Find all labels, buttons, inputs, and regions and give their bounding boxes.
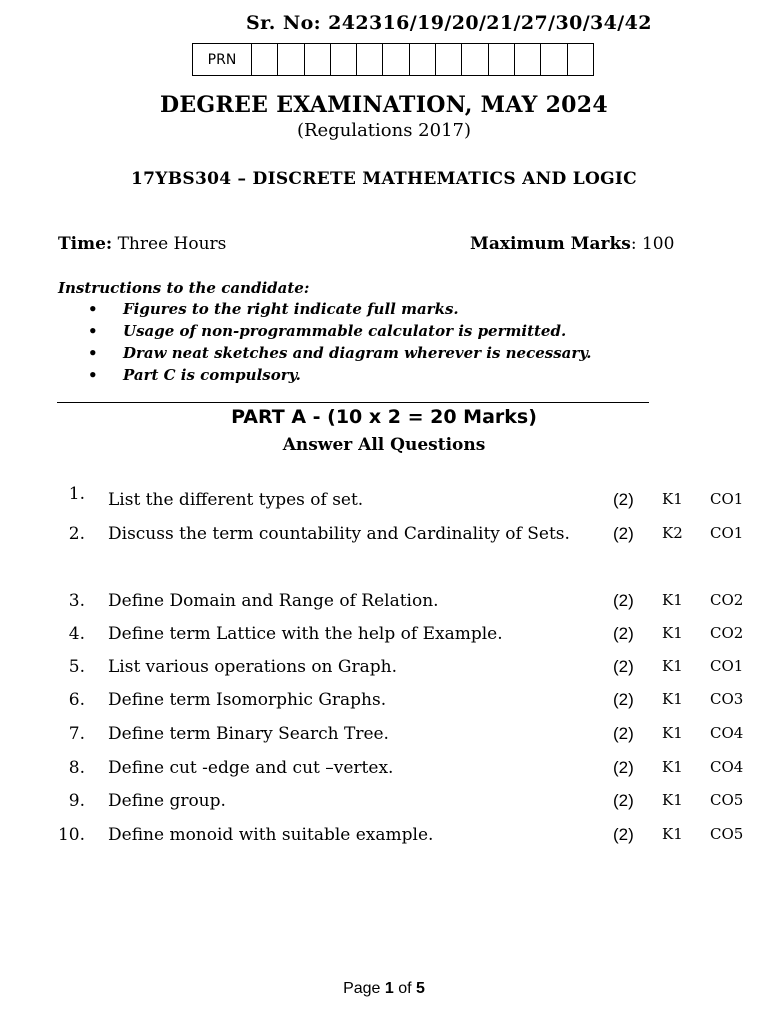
question-text: Define term Isomorphic Graphs. [108, 690, 387, 710]
question-co: CO2 [710, 624, 744, 642]
max-marks-info [470, 234, 674, 254]
page-current: 1 [384, 980, 394, 997]
marks-label: Maximum Marks [470, 234, 631, 254]
question-marks: (2) [613, 657, 634, 676]
question-number: 7. [68, 724, 85, 744]
question-text: Define term Binary Search Tree. [108, 724, 389, 744]
instruction-text: Usage of non-programmable calculator is permitted. [123, 322, 567, 340]
question-k-level: K1 [662, 724, 683, 742]
question-co: CO5 [710, 791, 744, 809]
prn-cell [357, 44, 383, 75]
prn-cell [252, 44, 278, 75]
subject-title: 17YBS304 – DISCRETE MATHEMATICS AND LOGIC [131, 169, 637, 189]
question-text: List various operations on Graph. [108, 657, 397, 677]
question-k-level: K1 [662, 791, 683, 809]
page-prefix: Page [343, 980, 385, 997]
question-k-level: K1 [662, 758, 683, 776]
page-footer [0, 980, 768, 998]
question-text: Define group. [108, 791, 226, 811]
question-number: 8. [68, 758, 85, 778]
part-a-subtitle: Answer All Questions [282, 435, 486, 455]
question-marks: (2) [613, 758, 634, 777]
regulations: (Regulations 2017) [296, 120, 472, 141]
instruction-item [88, 342, 592, 364]
exam-title: DEGREE EXAMINATION, MAY 2024 [159, 92, 609, 118]
page-total: 5 [416, 980, 425, 997]
prn-cell [305, 44, 331, 75]
question-number: 2. [68, 524, 85, 544]
prn-box [192, 43, 594, 76]
prn-cell [410, 44, 436, 75]
question-marks: (2) [613, 825, 634, 844]
question-text: Define Domain and Range of Relation. [108, 591, 439, 611]
question-co: CO5 [710, 825, 744, 843]
instruction-item [88, 298, 592, 320]
question-number: 9. [68, 791, 85, 811]
prn-cell [462, 44, 488, 75]
prn-cell [331, 44, 357, 75]
question-co: CO1 [710, 657, 744, 675]
question-number: 5. [68, 657, 85, 677]
question-k-level: K2 [662, 524, 683, 542]
question-marks: (2) [613, 591, 634, 610]
question-k-level: K1 [662, 624, 683, 642]
question-marks: (2) [613, 624, 634, 643]
marks-value: : 100 [630, 234, 675, 254]
prn-label: PRN [193, 44, 252, 75]
time-label: Time: [58, 234, 113, 254]
question-text: Discuss the term countability and Cardinality of Sets. [108, 524, 570, 544]
prn-cell [568, 44, 593, 75]
question-number: 1. [68, 484, 85, 504]
question-k-level: K1 [662, 657, 683, 675]
prn-cell [383, 44, 409, 75]
divider [57, 402, 649, 403]
instructions-list [88, 298, 592, 386]
question-marks: (2) [613, 690, 634, 709]
question-k-level: K1 [662, 591, 683, 609]
question-marks: (2) [613, 490, 634, 509]
serial-number: Sr. No: 242316/19/20/21/27/30/34/42 [246, 12, 652, 34]
question-text: Define cut -edge and cut –vertex. [108, 758, 394, 778]
bullet-icon: • [88, 322, 98, 340]
question-marks: (2) [613, 791, 634, 810]
prn-cell [515, 44, 541, 75]
question-co: CO4 [710, 758, 744, 776]
question-text: Define monoid with suitable example. [108, 825, 434, 845]
question-k-level: K1 [662, 490, 683, 508]
question-co: CO3 [710, 690, 744, 708]
instruction-text: Draw neat sketches and diagram wherever is necessary. [123, 344, 592, 362]
question-number: 10. [57, 825, 85, 845]
prn-cell [436, 44, 462, 75]
bullet-icon: • [88, 300, 98, 318]
page-of: of [393, 980, 417, 997]
question-text: List the different types of set. [108, 490, 364, 510]
instruction-text: Figures to the right indicate full marks. [123, 300, 459, 318]
question-number: 6. [68, 690, 85, 710]
part-a-title: PART A - (10 x 2 = 20 Marks) [231, 406, 537, 428]
time-value: Three Hours [112, 234, 227, 254]
question-text: Define term Lattice with the help of Example. [108, 624, 503, 644]
time-info [58, 234, 226, 254]
question-co: CO2 [710, 591, 744, 609]
prn-cell [278, 44, 304, 75]
prn-cell [489, 44, 515, 75]
bullet-icon: • [88, 344, 98, 362]
instructions-heading: Instructions to the candidate: [58, 279, 310, 297]
prn-cell [541, 44, 567, 75]
question-co: CO1 [710, 524, 744, 542]
instruction-item [88, 320, 592, 342]
instruction-text: Part C is compulsory. [123, 366, 301, 384]
question-k-level: K1 [662, 690, 683, 708]
question-marks: (2) [613, 724, 634, 743]
question-number: 4. [68, 624, 85, 644]
instruction-item [88, 364, 592, 386]
question-co: CO1 [710, 490, 744, 508]
question-k-level: K1 [662, 825, 683, 843]
question-number: 3. [68, 591, 85, 611]
question-co: CO4 [710, 724, 744, 742]
question-marks: (2) [613, 524, 634, 543]
bullet-icon: • [88, 366, 98, 384]
